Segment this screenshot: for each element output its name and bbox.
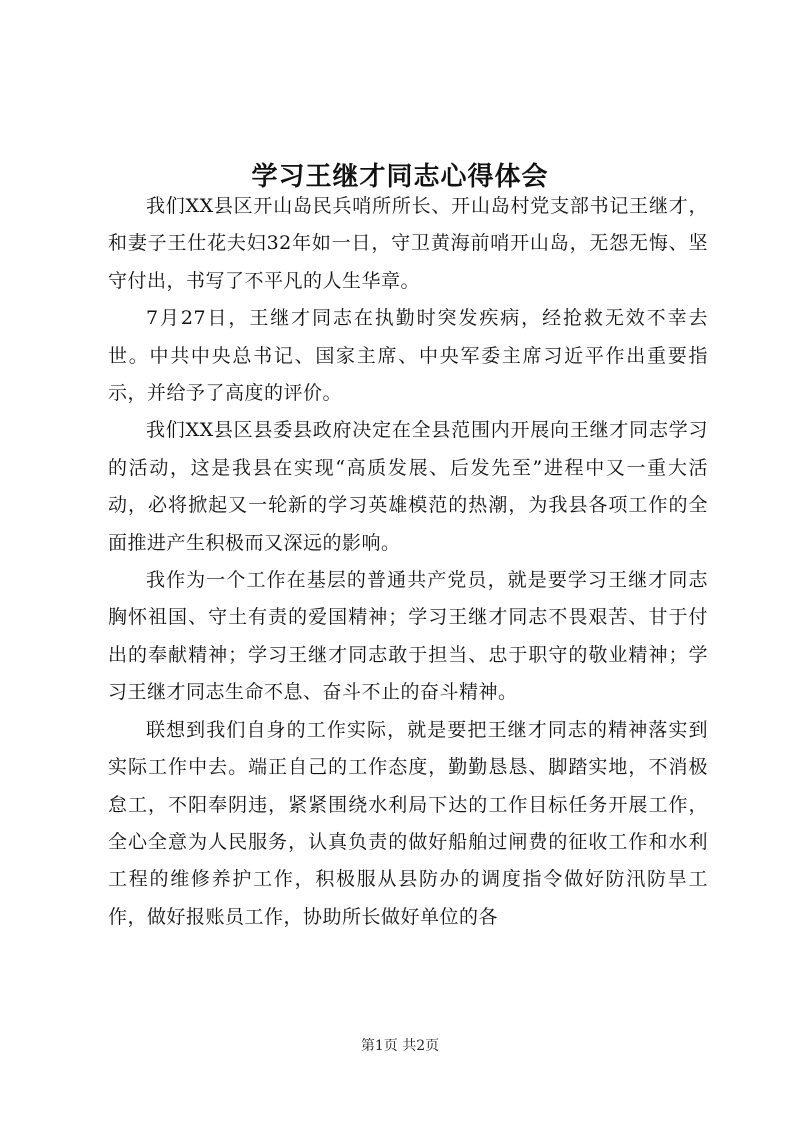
paragraph: 联想到我们自身的工作实际，就是要把王继才同志的精神落实到实际工作中去。端正自己的工作态度，勤勤恳恳、脚踏实地，不消极怠工，不阳奉阴违，紧紧围绕水利局下达的工作目标任务开展工作，全心全意为人民服务，认真负责的做好船舶过闸费的征收工作和水利工程的维修养护工作，积极服从县防办的调度指令做好防汛防旱工作，做好报账员工作，协助所长做好单位的各 (108, 718, 708, 928)
page-title: 学习王继才同志心得体会 (251, 162, 549, 193)
paragraph: 我们XX县区开山岛民兵哨所所长、开山岛村党支部书记王继才，和妻子王仕花夫妇32年如一日，守卫黄海前哨开山岛，无怨无悔、坚守付出，书写了不平凡的人生华章。 (108, 195, 708, 292)
paragraph: 我们XX县区县委县政府决定在全县范围内开展向王继才同志学习的活动，这是我县在实现“高质发展、后发先至”进程中又一重大活动，必将掀起又一轮新的学习英雄模范的热潮，为我县各项工作的全面推进产生积极而又深远的影响。 (108, 419, 708, 554)
page-footer: 第1页 共2页 (360, 1038, 440, 1054)
paragraph: 7月27日，王继才同志在执勤时突发疾病，经抢救无效不幸去世。中共中央总书记、国家主席、中央军委主席习近平作出重要指示，并给予了高度的评价。 (108, 307, 708, 405)
paragraph: 我作为一个工作在基层的普通共产党员，就是要学习王继才同志胸怀祖国、守土有责的爱国精神；学习王继才同志不畏艰苦、甘于付出的奉献精神；学习王继才同志敢于担当、忠于职守的敬业精神；学习王继才同志生命不息、奋斗不止的奋斗精神。 (108, 569, 708, 704)
document-body (108, 188, 708, 936)
